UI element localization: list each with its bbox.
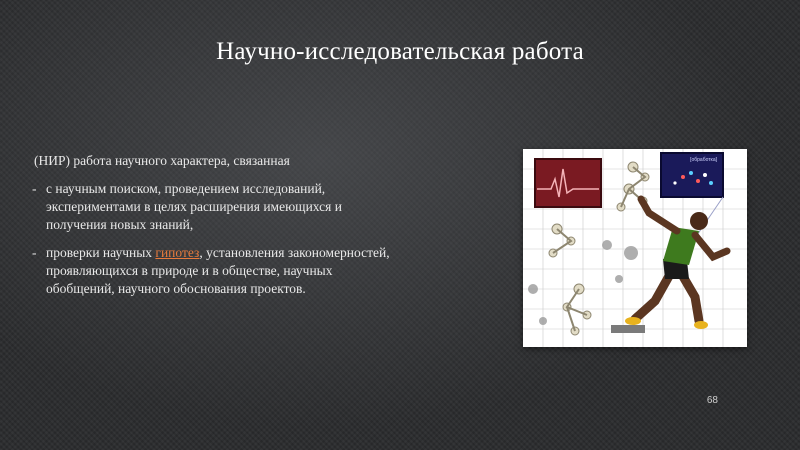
runner-figure [625, 199, 727, 329]
starting-block [611, 325, 645, 333]
molecule-panel [661, 153, 723, 197]
hypothesis-link[interactable]: гипотез [155, 245, 200, 260]
page-number: 68 [706, 395, 718, 406]
illustration-svg [523, 149, 747, 347]
ecg-monitor-panel [535, 159, 601, 207]
bullet-item-1 [24, 180, 404, 234]
research-illustration [523, 149, 747, 347]
bullet-text-after: , установления закономерностей, проявляющихся в природе и в обществе, научных обобщений, научного обоснования проектов. [46, 245, 390, 296]
bullet-marker-2: - [32, 245, 37, 260]
bullet-text-before: проверки научных [46, 245, 156, 260]
bullet-marker: - [32, 181, 37, 196]
bullet-item-2 [24, 244, 404, 298]
panel-caption: [обработка] [690, 157, 717, 163]
intro-text: (НИР) работа научного характера, связанная [34, 153, 290, 168]
slide-content [24, 152, 404, 308]
slide-title: Научно-исследовательская работа [216, 38, 584, 65]
bullet-text: с научным поиском, проведением исследований, экспериментами в целях расширения имеющихся и получения новых знаний, [46, 181, 342, 232]
